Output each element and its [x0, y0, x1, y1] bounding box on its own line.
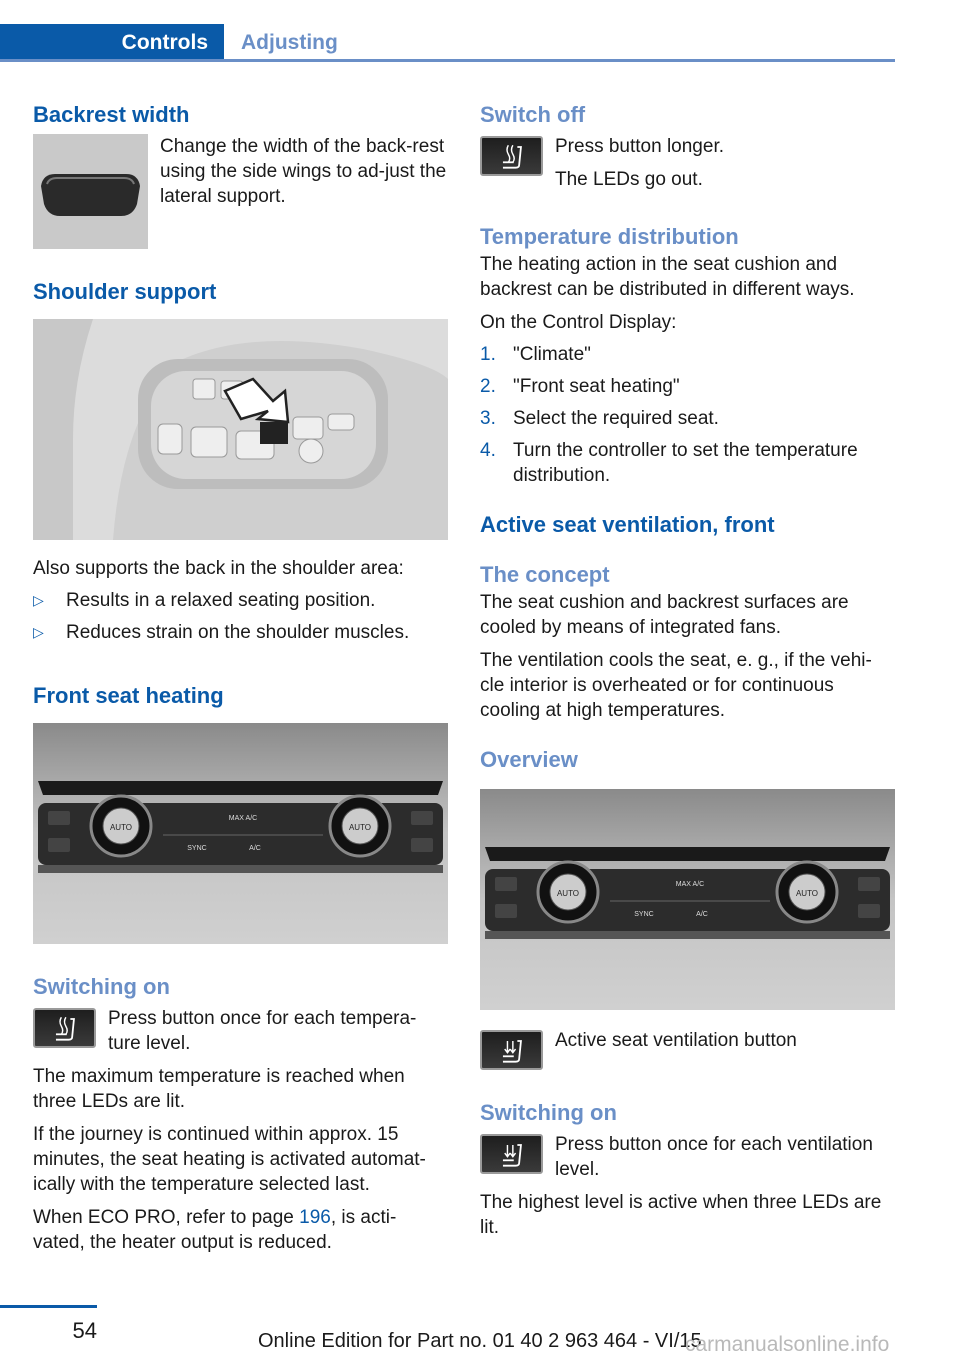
- seat-ventilation-icon: [482, 1032, 541, 1068]
- temperature-distribution-heading: Temperature distribution: [480, 224, 739, 249]
- svg-text:MAX A/C: MAX A/C: [228, 815, 258, 822]
- list-item: ▷ Results in a relaxed seating position.: [33, 590, 376, 611]
- seat-heating-button-icon: [480, 136, 543, 176]
- backrest-width-heading: Backrest width: [33, 102, 190, 127]
- shoulder-support-heading: Shoulder support: [33, 279, 217, 304]
- backrest-switch-icon: [33, 134, 148, 249]
- switching-on-text: Press button once for each tempera‐ture level.: [108, 1008, 417, 1054]
- svg-text:MAX A/C: MAX A/C: [675, 881, 705, 888]
- max-temp-paragraph: The maximum temperature is reached when three LEDs are lit.: [33, 1066, 405, 1112]
- svg-text:AUTO: AUTO: [109, 823, 133, 832]
- tab-adjusting[interactable]: Adjusting: [241, 31, 338, 54]
- svg-text:A/C: A/C: [696, 911, 708, 918]
- eco-pro-paragraph: When ECO PRO, refer to page 196, is acti‐vated, the heater output is reduced.: [33, 1207, 397, 1253]
- svg-text:SYNC: SYNC: [634, 911, 654, 918]
- svg-text:SYNC: SYNC: [187, 845, 207, 852]
- seat-controls-illustration: [33, 319, 448, 540]
- bullet-icon: ▷: [33, 624, 44, 640]
- journey-paragraph: If the journey is continued within approx. 15 minutes, the seat heating is activated automat‐ically with the temperature selected last.: [33, 1124, 426, 1195]
- climate-panel-illustration: [33, 723, 448, 944]
- page-number: 54: [72, 1318, 97, 1343]
- vent-switching-on-block: [480, 1132, 895, 1182]
- left-column: [33, 100, 448, 1255]
- svg-text:A/C: A/C: [249, 845, 261, 852]
- header-rule: [0, 59, 895, 62]
- seat-controls-photo: [33, 319, 448, 540]
- switching-on-heading: Switching on: [33, 974, 170, 999]
- control-display-label: On the Control Display:: [480, 312, 677, 333]
- climate-panel-photo: [33, 723, 448, 944]
- switch-off-text: Press button longer. The LEDs go out.: [555, 136, 724, 190]
- vent-button-block: [480, 1028, 895, 1070]
- seat-ventilation-button-icon: [480, 1134, 543, 1174]
- backrest-width-text: Change the width of the back‐rest using the side wings to ad‐just the lateral support.: [160, 136, 447, 207]
- concept-paragraph-1: The seat cushion and backrest surfaces are cooled by means of integrated fans.: [480, 592, 849, 638]
- list-item: 4. Turn the controller to set the temperature distribution.: [480, 440, 858, 486]
- temperature-distribution-text: The heating action in the seat cushion and backrest can be distributed in different ways.: [480, 254, 855, 300]
- backrest-width-block: [33, 134, 448, 249]
- shoulder-intro: Also supports the back in the shoulder area:: [33, 558, 404, 579]
- edition-text: Online Edition for Part no. 01 40 2 963 464 - VI/15: [258, 1330, 702, 1352]
- tab-controls[interactable]: Controls: [0, 24, 224, 61]
- svg-text:AUTO: AUTO: [795, 889, 819, 898]
- list-item: 1. "Climate": [480, 344, 591, 365]
- seat-heating-icon: [35, 1010, 94, 1046]
- backrest-switch-image: [33, 134, 148, 249]
- seat-heating-icon: [482, 138, 541, 174]
- bullet-icon: ▷: [33, 592, 44, 608]
- seat-ventilation-heading: Active seat ventilation, front: [480, 512, 775, 537]
- page-link[interactable]: 196: [299, 1207, 331, 1228]
- switch-off-heading: Switch off: [480, 102, 586, 127]
- svg-text:AUTO: AUTO: [556, 889, 580, 898]
- footer-rule: [0, 1305, 97, 1308]
- switching-on-block: [33, 1006, 448, 1056]
- seat-ventilation-icon: [482, 1136, 541, 1172]
- vent-button-label: Active seat ventilation button: [555, 1030, 797, 1051]
- climate-panel-photo: [480, 789, 895, 1010]
- list-item: 2. "Front seat heating": [480, 376, 680, 397]
- seat-ventilation-button-icon: [480, 1030, 543, 1070]
- concept-heading: The concept: [480, 562, 610, 587]
- list-item: 3. Select the required seat.: [480, 408, 719, 429]
- steps-list: [480, 342, 895, 488]
- vent-switching-on-heading: Switching on: [480, 1100, 617, 1125]
- list-item: ▷ Reduces strain on the shoulder muscles.: [33, 622, 410, 643]
- switch-off-block: [480, 134, 895, 192]
- svg-text:AUTO: AUTO: [348, 823, 372, 832]
- watermark: carmanualsonline.info: [685, 1333, 890, 1356]
- page-header: [0, 24, 895, 62]
- shoulder-list: [33, 588, 448, 645]
- highest-level-paragraph: The highest level is active when three LEDs are lit.: [480, 1192, 882, 1238]
- right-column: [480, 100, 895, 1240]
- overview-heading: Overview: [480, 747, 578, 772]
- front-seat-heating-heading: Front seat heating: [33, 683, 224, 708]
- concept-paragraph-2: The ventilation cools the seat, e. g., if the vehi‐cle interior is overheated or for continuous cooling at high temperatures.: [480, 650, 872, 721]
- seat-heating-button-icon: [33, 1008, 96, 1048]
- climate-panel-illustration: [480, 789, 895, 1010]
- vent-switching-on-text: Press button once for each ventilation level.: [555, 1134, 873, 1180]
